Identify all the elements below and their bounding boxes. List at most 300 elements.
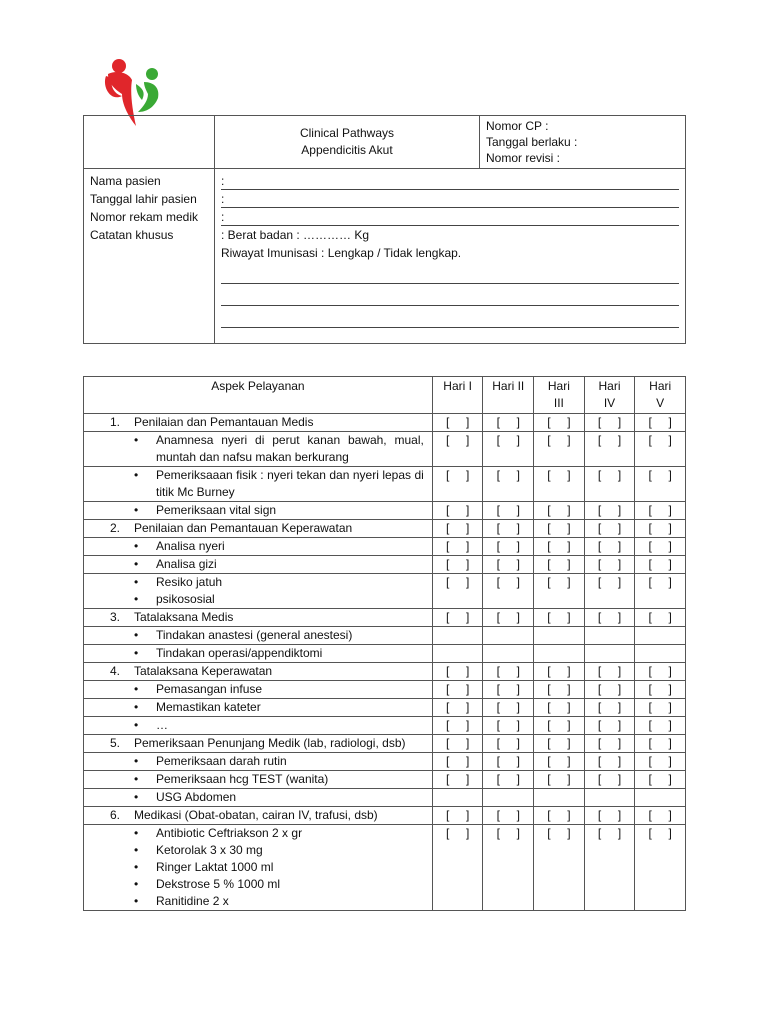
day-checkbox-cell: [584, 789, 635, 807]
sub-item-cell: [84, 574, 433, 609]
day-checkbox[interactable]: [ ]: [496, 682, 520, 696]
day-checkbox[interactable]: [ ]: [597, 557, 622, 571]
day-checkbox-cell[interactable]: [534, 663, 585, 681]
table-row: [84, 645, 686, 663]
day-checkbox-cell[interactable]: [584, 771, 635, 789]
tanggal-berlaku-label: Tanggal berlaku :: [486, 135, 578, 149]
day-checkbox[interactable]: [ ]: [445, 539, 470, 553]
day-checkbox[interactable]: [ ]: [445, 521, 470, 535]
list-item: [84, 645, 432, 662]
day-checkbox[interactable]: [ ]: [445, 664, 470, 678]
section-number: 1.: [110, 415, 121, 429]
day-checkbox[interactable]: [ ]: [648, 468, 672, 482]
day-checkbox[interactable]: [ ]: [547, 539, 571, 553]
day-checkbox-cell[interactable]: [635, 609, 686, 627]
field-tanggal-lahir: Tanggal lahir pasien: [90, 192, 197, 206]
table-row: [84, 699, 686, 717]
list-item: [84, 859, 432, 876]
table-row: [84, 502, 686, 520]
day-checkbox[interactable]: [ ]: [547, 718, 571, 732]
day-checkbox[interactable]: [ ]: [445, 700, 470, 714]
bullet-icon: •: [134, 718, 139, 732]
day-checkbox[interactable]: [ ]: [547, 700, 571, 714]
day-checkbox[interactable]: [ ]: [547, 664, 571, 678]
item-label: Pemeriksaan hcg TEST (wanita): [156, 772, 329, 786]
section-heading: [84, 807, 433, 825]
day-checkbox[interactable]: [ ]: [496, 664, 520, 678]
day-checkbox[interactable]: [ ]: [648, 503, 672, 517]
day-checkbox-cell[interactable]: [534, 538, 585, 556]
day-checkbox-cell[interactable]: [432, 538, 483, 556]
day-checkbox-cell[interactable]: [534, 753, 585, 771]
day-checkbox[interactable]: [ ]: [496, 700, 520, 714]
day-checkbox-cell[interactable]: [432, 574, 483, 609]
day-checkbox[interactable]: [ ]: [496, 736, 520, 750]
day-checkbox[interactable]: [ ]: [648, 682, 672, 696]
field-nama-pasien: Nama pasien: [90, 174, 161, 188]
item-label: Resiko jatuh: [156, 575, 223, 589]
col-hari-1: Hari I: [432, 377, 483, 414]
day-checkbox-cell[interactable]: [483, 609, 534, 627]
day-checkbox[interactable]: [ ]: [597, 433, 622, 447]
field-rekam-medik: Nomor rekam medik: [90, 210, 199, 224]
day-checkbox[interactable]: [ ]: [648, 539, 672, 553]
day-checkbox-cell[interactable]: [534, 574, 585, 609]
day-checkbox[interactable]: [ ]: [597, 826, 622, 840]
list-item: [84, 876, 432, 893]
bullet-icon: •: [134, 433, 139, 447]
day-checkbox-cell[interactable]: [432, 663, 483, 681]
list-item: [84, 681, 432, 698]
list-item: [84, 432, 432, 466]
day-checkbox-cell[interactable]: [584, 467, 635, 502]
list-item: [84, 717, 432, 734]
day-checkbox[interactable]: [ ]: [547, 557, 571, 571]
section-label: Tatalaksana Keperawatan: [134, 664, 273, 678]
day-checkbox[interactable]: [ ]: [496, 521, 520, 535]
day-checkbox-cell[interactable]: [534, 735, 585, 753]
day-checkbox-cell[interactable]: [635, 574, 686, 609]
day-checkbox-cell[interactable]: [584, 663, 635, 681]
table-row: [84, 753, 686, 771]
day-checkbox[interactable]: [ ]: [496, 772, 520, 786]
day-checkbox[interactable]: [ ]: [445, 468, 470, 482]
day-checkbox-cell[interactable]: [584, 717, 635, 735]
col-hari-3: Hari III: [534, 377, 585, 414]
section-number: 6.: [110, 808, 121, 822]
day-checkbox-cell[interactable]: [432, 771, 483, 789]
day-checkbox-cell[interactable]: [483, 699, 534, 717]
day-checkbox[interactable]: [ ]: [547, 610, 571, 624]
day-checkbox-cell[interactable]: [584, 520, 635, 538]
day-checkbox-cell[interactable]: [483, 825, 534, 911]
day-checkbox[interactable]: [ ]: [547, 826, 571, 840]
day-checkbox-cell[interactable]: [534, 520, 585, 538]
day-checkbox-cell[interactable]: [432, 502, 483, 520]
section-number: 3.: [110, 610, 121, 624]
table-row: [84, 717, 686, 735]
day-checkbox-cell[interactable]: [635, 699, 686, 717]
day-checkbox[interactable]: [ ]: [445, 575, 470, 589]
header-table: [83, 115, 686, 344]
day-checkbox[interactable]: [ ]: [496, 468, 520, 482]
day-checkbox-cell[interactable]: [534, 717, 585, 735]
day-checkbox[interactable]: [ ]: [547, 503, 571, 517]
bullet-icon: •: [134, 628, 139, 642]
day-checkbox[interactable]: [ ]: [445, 808, 470, 822]
day-checkbox[interactable]: [ ]: [597, 754, 622, 768]
catatan-line-2[interactable]: [221, 284, 679, 306]
item-label: Pemeriksaaan fisik : nyeri tekan dan nyeri lepas di titik Mc Burney: [156, 468, 424, 499]
day-checkbox-cell[interactable]: [534, 807, 585, 825]
day-checkbox[interactable]: [ ]: [445, 772, 470, 786]
day-checkbox-cell[interactable]: [483, 502, 534, 520]
list-item: [84, 789, 432, 806]
day-checkbox[interactable]: [ ]: [648, 664, 672, 678]
bullet-icon: •: [134, 682, 139, 696]
day-checkbox[interactable]: [ ]: [648, 415, 672, 429]
day-checkbox-cell[interactable]: [635, 825, 686, 911]
nama-pasien-input[interactable]: :: [221, 172, 679, 190]
day-checkbox[interactable]: [ ]: [445, 610, 470, 624]
day-checkbox-cell[interactable]: [483, 432, 534, 467]
table-row: [84, 556, 686, 574]
day-checkbox-cell[interactable]: [534, 556, 585, 574]
day-checkbox[interactable]: [ ]: [547, 754, 571, 768]
day-checkbox-cell: [483, 627, 534, 645]
day-checkbox-cell[interactable]: [432, 432, 483, 467]
day-checkbox-cell[interactable]: [635, 771, 686, 789]
bullet-icon: •: [134, 790, 139, 804]
day-checkbox-cell[interactable]: [635, 717, 686, 735]
day-checkbox-cell: [584, 627, 635, 645]
day-checkbox[interactable]: [ ]: [648, 575, 672, 589]
day-checkbox[interactable]: [ ]: [445, 503, 470, 517]
bullet-icon: •: [134, 575, 139, 589]
day-checkbox-cell[interactable]: [635, 681, 686, 699]
pathway-table: [83, 376, 686, 911]
day-checkbox-cell[interactable]: [483, 771, 534, 789]
day-checkbox-cell[interactable]: [635, 432, 686, 467]
list-item: [84, 825, 432, 842]
day-checkbox-cell[interactable]: [584, 538, 635, 556]
header-empty-cell: [84, 116, 215, 169]
col-hari-2: Hari II: [483, 377, 534, 414]
day-checkbox-cell[interactable]: [534, 681, 585, 699]
item-label: Ranitidine 2 x: [156, 894, 229, 908]
day-checkbox[interactable]: [ ]: [445, 415, 470, 429]
table-row: [84, 663, 686, 681]
day-checkbox-cell[interactable]: [432, 556, 483, 574]
day-checkbox[interactable]: [ ]: [547, 575, 571, 589]
day-checkbox[interactable]: [ ]: [648, 808, 672, 822]
bullet-icon: •: [134, 539, 139, 553]
table-row: [84, 735, 686, 753]
bullet-icon: •: [134, 860, 139, 874]
list-item: [84, 699, 432, 716]
day-checkbox-cell[interactable]: [635, 807, 686, 825]
day-checkbox[interactable]: [ ]: [496, 503, 520, 517]
day-checkbox-cell: [432, 627, 483, 645]
item-label: Pemeriksaan darah rutin: [156, 754, 287, 768]
bullet-icon: •: [134, 877, 139, 891]
day-checkbox-cell[interactable]: [584, 825, 635, 911]
day-checkbox[interactable]: [ ]: [445, 718, 470, 732]
day-checkbox[interactable]: [ ]: [547, 433, 571, 447]
table-row: [84, 771, 686, 789]
day-checkbox[interactable]: [ ]: [445, 682, 470, 696]
day-checkbox-cell[interactable]: [584, 735, 635, 753]
day-checkbox[interactable]: [ ]: [547, 808, 571, 822]
day-checkbox[interactable]: [ ]: [547, 415, 571, 429]
day-checkbox-cell[interactable]: [483, 467, 534, 502]
section-heading: [84, 414, 433, 432]
day-checkbox-cell[interactable]: [635, 520, 686, 538]
table-row: [84, 609, 686, 627]
day-checkbox[interactable]: [ ]: [496, 718, 520, 732]
day-checkbox[interactable]: [ ]: [496, 826, 520, 840]
sub-item-cell: [84, 681, 433, 699]
day-checkbox-cell[interactable]: [483, 681, 534, 699]
day-checkbox[interactable]: [ ]: [496, 433, 520, 447]
day-checkbox-cell[interactable]: [432, 717, 483, 735]
day-checkbox[interactable]: [ ]: [648, 521, 672, 535]
day-checkbox[interactable]: [ ]: [597, 718, 622, 732]
day-checkbox[interactable]: [ ]: [496, 610, 520, 624]
day-checkbox-cell[interactable]: [432, 414, 483, 432]
day-checkbox-cell[interactable]: [483, 414, 534, 432]
day-checkbox-cell[interactable]: [584, 681, 635, 699]
day-checkbox[interactable]: [ ]: [547, 682, 571, 696]
bullet-icon: •: [134, 894, 139, 908]
day-checkbox[interactable]: [ ]: [648, 700, 672, 714]
day-checkbox[interactable]: [ ]: [445, 754, 470, 768]
table-row: [84, 414, 686, 432]
day-checkbox[interactable]: [ ]: [648, 736, 672, 750]
day-checkbox-cell[interactable]: [483, 663, 534, 681]
sub-item-cell: [84, 556, 433, 574]
day-checkbox[interactable]: [ ]: [547, 521, 571, 535]
document-meta: [480, 116, 686, 169]
item-label: …: [156, 718, 168, 732]
table-row: [84, 825, 686, 911]
list-item: [84, 467, 432, 501]
day-checkbox-cell: [432, 645, 483, 663]
day-checkbox-cell[interactable]: [635, 753, 686, 771]
day-checkbox-cell[interactable]: [584, 574, 635, 609]
day-checkbox-cell[interactable]: [432, 699, 483, 717]
nomor-revisi-label: Nomor revisi :: [486, 151, 561, 165]
day-checkbox[interactable]: [ ]: [547, 772, 571, 786]
table-row: [84, 789, 686, 807]
day-checkbox-cell[interactable]: [534, 699, 585, 717]
day-checkbox-cell[interactable]: [534, 825, 585, 911]
day-checkbox[interactable]: [ ]: [597, 539, 622, 553]
section-heading: [84, 663, 433, 681]
day-checkbox-cell[interactable]: [432, 753, 483, 771]
item-label: Antibiotic Ceftriakson 2 x gr: [156, 826, 303, 840]
day-checkbox-cell[interactable]: [534, 467, 585, 502]
col-hari-5: Hari V: [635, 377, 686, 414]
sub-item-cell: [84, 789, 433, 807]
sub-item-cell: [84, 538, 433, 556]
list-item: [84, 771, 432, 788]
day-checkbox[interactable]: [ ]: [496, 808, 520, 822]
bullet-icon: •: [134, 772, 139, 786]
riwayat-imunisasi-field[interactable]: Riwayat Imunisasi : Lengkap / Tidak lengkap.: [221, 246, 462, 260]
day-checkbox-cell[interactable]: [483, 735, 534, 753]
day-checkbox-cell[interactable]: [432, 681, 483, 699]
day-checkbox[interactable]: [ ]: [648, 826, 672, 840]
table-body: [84, 414, 686, 911]
day-checkbox-cell[interactable]: [635, 502, 686, 520]
day-checkbox-cell[interactable]: [584, 807, 635, 825]
day-checkbox[interactable]: [ ]: [496, 754, 520, 768]
day-checkbox-cell: [635, 645, 686, 663]
section-number: 5.: [110, 736, 121, 750]
day-checkbox-cell: [534, 627, 585, 645]
day-checkbox-cell[interactable]: [534, 502, 585, 520]
item-label: Dekstrose 5 % 1000 ml: [156, 877, 281, 891]
day-checkbox[interactable]: [ ]: [496, 575, 520, 589]
item-label: psikososial: [156, 592, 215, 606]
day-checkbox[interactable]: [ ]: [597, 575, 622, 589]
day-checkbox[interactable]: [ ]: [597, 415, 622, 429]
day-checkbox[interactable]: [ ]: [648, 610, 672, 624]
item-label: Analisa nyeri: [156, 539, 225, 553]
sub-item-cell: [84, 771, 433, 789]
day-checkbox[interactable]: [ ]: [496, 557, 520, 571]
table-header-row: [84, 377, 686, 414]
day-checkbox-cell[interactable]: [584, 414, 635, 432]
day-checkbox[interactable]: [ ]: [597, 808, 622, 822]
day-checkbox-cell: [635, 789, 686, 807]
day-checkbox[interactable]: [ ]: [547, 736, 571, 750]
day-checkbox-cell[interactable]: [584, 432, 635, 467]
day-checkbox[interactable]: [ ]: [597, 664, 622, 678]
day-checkbox-cell[interactable]: [483, 807, 534, 825]
bullet-icon: •: [134, 826, 139, 840]
day-checkbox[interactable]: [ ]: [496, 415, 520, 429]
day-checkbox-cell[interactable]: [483, 520, 534, 538]
day-checkbox[interactable]: [ ]: [648, 433, 672, 447]
day-checkbox-cell[interactable]: [635, 735, 686, 753]
day-checkbox-cell[interactable]: [584, 609, 635, 627]
day-checkbox[interactable]: [ ]: [597, 772, 622, 786]
day-checkbox-cell[interactable]: [534, 432, 585, 467]
sub-item-cell: [84, 753, 433, 771]
day-checkbox[interactable]: [ ]: [597, 521, 622, 535]
day-checkbox-cell[interactable]: [483, 574, 534, 609]
day-checkbox-cell[interactable]: [432, 825, 483, 911]
catatan-line-1[interactable]: [221, 262, 679, 284]
day-checkbox[interactable]: [ ]: [648, 718, 672, 732]
day-checkbox-cell[interactable]: [635, 663, 686, 681]
list-item: [84, 538, 432, 555]
catatan-line-3[interactable]: [221, 306, 679, 328]
day-checkbox[interactable]: [ ]: [597, 682, 622, 696]
tanggal-lahir-input[interactable]: :: [221, 190, 679, 208]
list-item: [84, 842, 432, 859]
day-checkbox-cell[interactable]: [635, 414, 686, 432]
day-checkbox-cell[interactable]: [432, 735, 483, 753]
section-label: Penilaian dan Pemantauan Medis: [134, 415, 314, 429]
day-checkbox[interactable]: [ ]: [648, 772, 672, 786]
day-checkbox-cell[interactable]: [584, 556, 635, 574]
day-checkbox[interactable]: [ ]: [597, 700, 622, 714]
day-checkbox-cell: [584, 645, 635, 663]
list-item: [84, 893, 432, 910]
day-checkbox-cell: [432, 789, 483, 807]
day-checkbox[interactable]: [ ]: [648, 557, 672, 571]
day-checkbox-cell[interactable]: [483, 717, 534, 735]
day-checkbox[interactable]: [ ]: [496, 539, 520, 553]
item-label: Analisa gizi: [156, 557, 217, 571]
day-checkbox-cell: [483, 645, 534, 663]
day-checkbox[interactable]: [ ]: [445, 736, 470, 750]
section-number: 4.: [110, 664, 121, 678]
document-title: [215, 116, 480, 169]
table-row: [84, 681, 686, 699]
day-checkbox[interactable]: [ ]: [597, 468, 622, 482]
bullet-icon: •: [134, 557, 139, 571]
bullet-icon: •: [134, 700, 139, 714]
sub-item-cell: [84, 627, 433, 645]
rekam-medik-input[interactable]: :: [221, 208, 679, 226]
sub-item-cell: [84, 432, 433, 467]
day-checkbox-cell[interactable]: [635, 467, 686, 502]
day-checkbox-cell[interactable]: [584, 699, 635, 717]
table-row: [84, 432, 686, 467]
sub-item-cell: [84, 467, 433, 502]
day-checkbox-cell[interactable]: [432, 807, 483, 825]
day-checkbox[interactable]: [ ]: [597, 610, 622, 624]
day-checkbox[interactable]: [ ]: [648, 754, 672, 768]
day-checkbox[interactable]: [ ]: [597, 736, 622, 750]
day-checkbox-cell[interactable]: [483, 538, 534, 556]
day-checkbox-cell[interactable]: [432, 609, 483, 627]
day-checkbox-cell[interactable]: [635, 538, 686, 556]
day-checkbox-cell[interactable]: [584, 502, 635, 520]
table-row: [84, 574, 686, 609]
patient-field-values: [215, 169, 686, 344]
day-checkbox[interactable]: [ ]: [445, 557, 470, 571]
table-row: [84, 807, 686, 825]
day-checkbox[interactable]: [ ]: [445, 826, 470, 840]
day-checkbox[interactable]: [ ]: [597, 503, 622, 517]
berat-badan-field[interactable]: : Berat badan : ………… Kg: [221, 228, 370, 242]
bullet-icon: •: [134, 754, 139, 768]
day-checkbox-cell[interactable]: [432, 467, 483, 502]
day-checkbox[interactable]: [ ]: [445, 433, 470, 447]
day-checkbox[interactable]: [ ]: [547, 468, 571, 482]
bullet-icon: •: [134, 592, 139, 606]
day-checkbox-cell: [483, 789, 534, 807]
day-checkbox-cell[interactable]: [483, 753, 534, 771]
day-checkbox-cell[interactable]: [635, 556, 686, 574]
day-checkbox-cell[interactable]: [534, 771, 585, 789]
section-label: Penilaian dan Pemantauan Keperawatan: [134, 521, 353, 535]
day-checkbox-cell[interactable]: [483, 556, 534, 574]
title-line-1: Clinical Pathways: [299, 126, 395, 140]
section-label: Pemeriksaan Penunjang Medik (lab, radiologi, dsb): [134, 736, 406, 750]
day-checkbox-cell[interactable]: [534, 609, 585, 627]
day-checkbox-cell[interactable]: [584, 753, 635, 771]
day-checkbox-cell[interactable]: [432, 520, 483, 538]
day-checkbox-cell[interactable]: [534, 414, 585, 432]
item-label: Memastikan kateter: [156, 700, 261, 714]
day-checkbox-cell: [635, 627, 686, 645]
